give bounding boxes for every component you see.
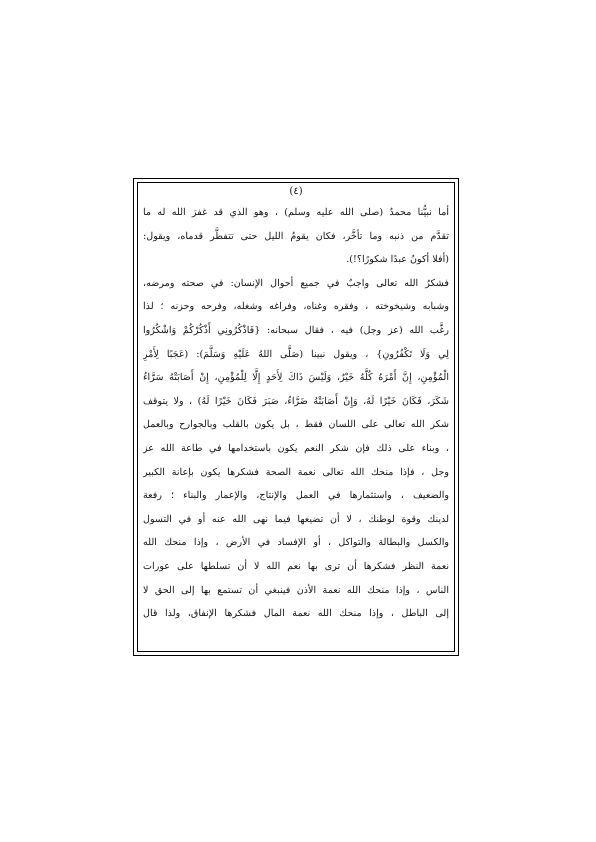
text-line: والكسل والبطالة والتواكل ، أو الإفساد في الأرض ، وإذا منحك الله xyxy=(143,537,449,549)
page-body xyxy=(143,184,449,626)
text-line: (أفلا أكونُ عبدًا شكورًا؟!). xyxy=(346,254,449,266)
text-line: وجل ، فإذا منحك الله تعالى نعمة الصحة فشكرها يكون بإعانة الكبير xyxy=(143,466,449,478)
text-line: شَكَرَ، فَكَانَ خَيْرًا لَهُ، وَإِنْ أَصَابَتْهُ ضَرَّاءُ، صَبَرَ فَكَانَ خَيْرًا لَهُ) ، ولا يتوقف xyxy=(143,395,449,407)
text-line: لِي وَلَا تَكْفُرُونِ} ، ويقول نبينا (صَلَّى اللهُ عَلَيْهِ وَسَلَّمَ): (عَجَبًا لِأَمْرِ xyxy=(143,348,449,360)
text-line: فشكرُ الله تعالى واجبٌ في جميع أحوال الإنسان: في صحته ومرضه، xyxy=(143,277,449,289)
text-line: أما نبيُّنا محمدٌ (صلى الله عليه وسلم) ، وهو الذي قد غفرَ الله له ما xyxy=(143,207,449,218)
text-line: شكر الله تعالى على اللسان فقط ، بل يكون بالقلب وبالجوارح وبالعمل xyxy=(143,419,449,431)
text-line: والضعيف ، واستثمارها في العمل والإنتاج، والإعمار والبناء ؛ رفعة xyxy=(143,490,449,502)
text-line: رغَّب الله (عز وجل) فيه ، فقال سبحانه: {فَاذْكُرُونِي أَذْكُرْكُمْ وَاشْكُرُوا xyxy=(143,324,449,336)
text-line: تقدَّم من ذنبه وما تأخَّر، فكان يقومُ الليل حتى تتفطَّر قدماه، ويقول: xyxy=(143,230,449,242)
text-line: نعمة النظر فشكرها أن ترى بها نعم الله لا أن تسلطها على عورات xyxy=(143,560,449,572)
text-line: الْمُؤْمِنِ، إِنَّ أَمْرَهُ كُلَّهُ خَيْرٌ، وَلَيْسَ ذَاكَ لِأَحَدٍ إِلَّا لِلْمُؤْمِنِ، إِنْ أَصَابَتْهُ سَرَّاءُ xyxy=(143,372,449,384)
text-line: إلى الباطل ، وإذا منحك الله نعمة المال فشكرها الإنفاق، ولذا قال xyxy=(143,608,449,620)
text-line: لدينك وقوة لوطنك ، لا أن تضيعها فيما نهى الله عنه أو في التسول xyxy=(143,513,449,525)
text-line: الناس ، وإذا منحك الله نعمة الأذن فينبغي أن تستمع بها إلى الحق لا xyxy=(143,584,449,596)
page-number: (٤) xyxy=(289,186,303,197)
text-line: وشبابه وشيخوخته ، وفقره وغناه، وفراغه وشغله، وفرحه وحزنه ؛ لذا xyxy=(143,301,449,313)
text-line: ، وبناء على ذلك فإن شكر النعم يكون باستخدامها في طاعة الله عز xyxy=(143,442,449,454)
